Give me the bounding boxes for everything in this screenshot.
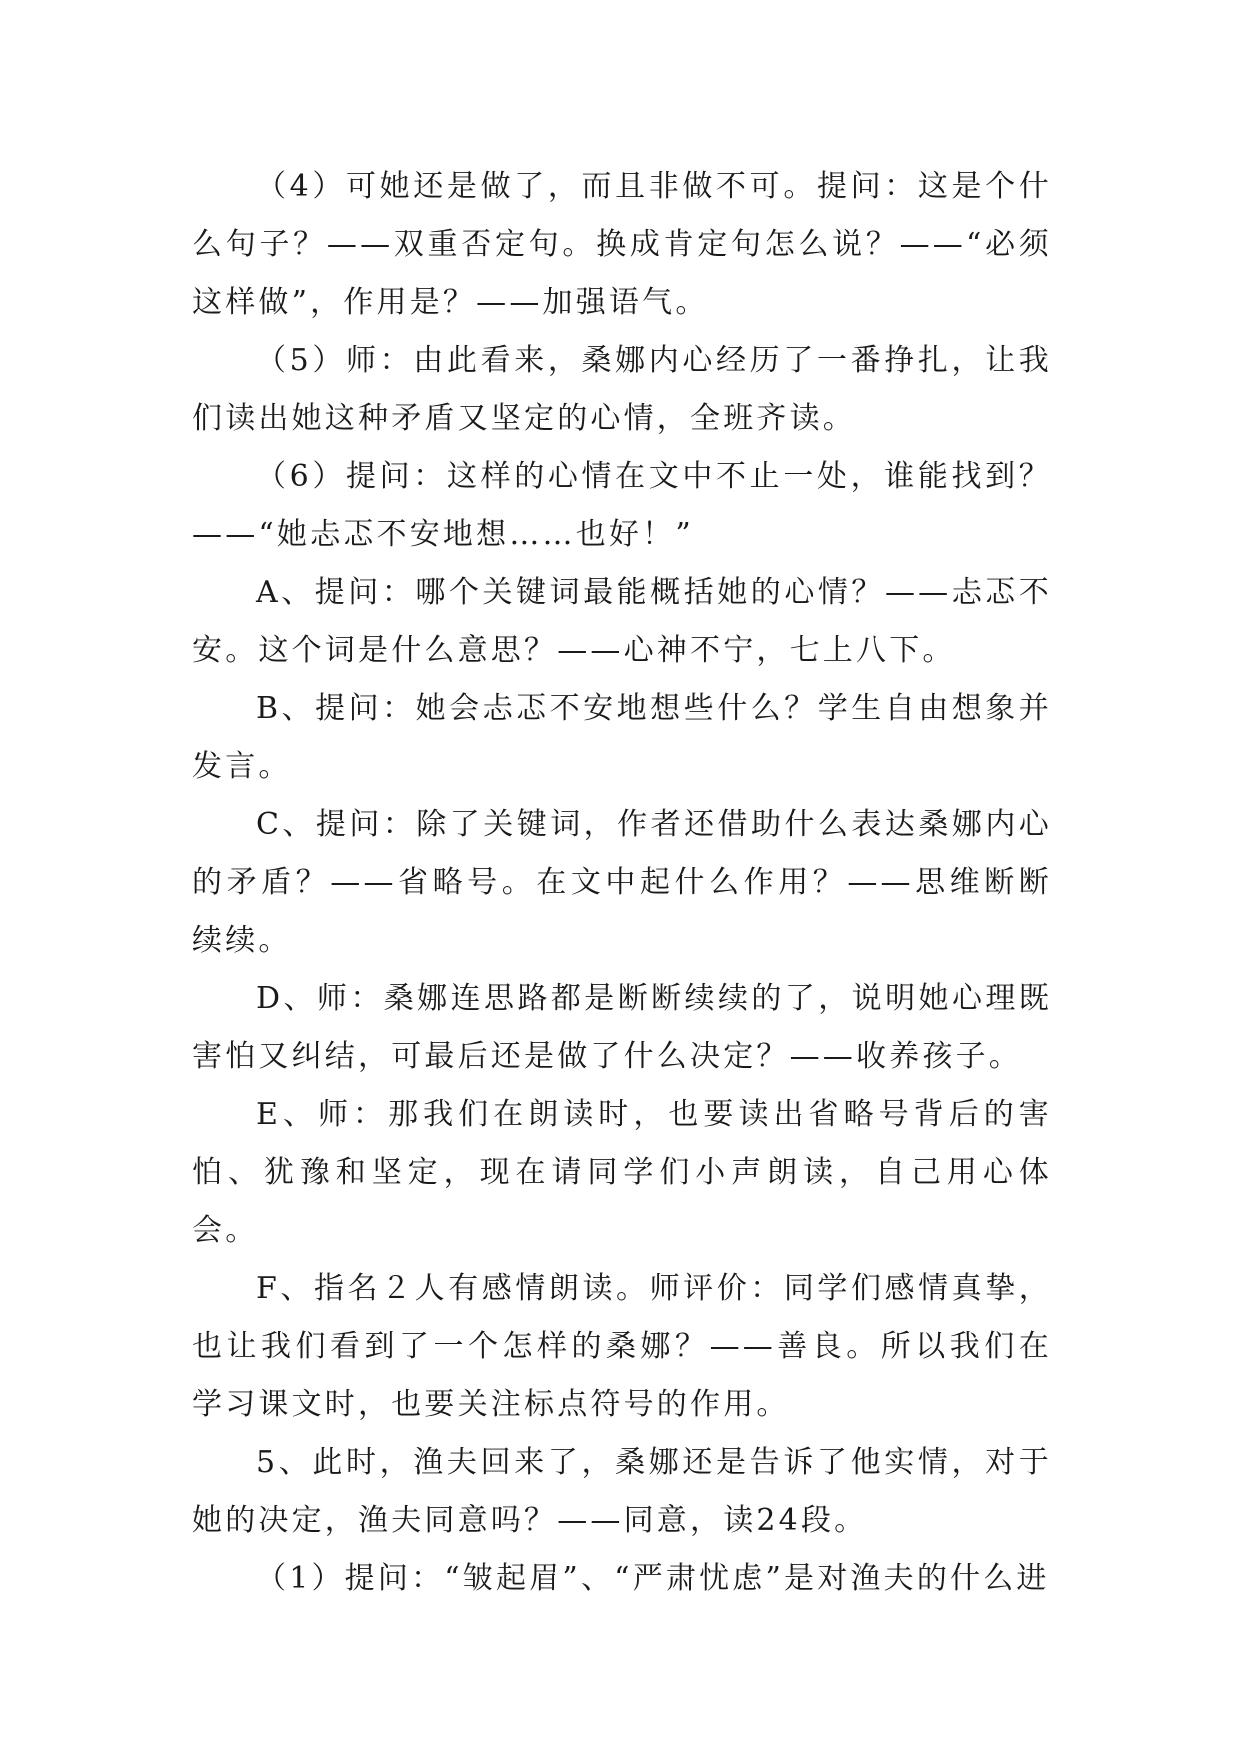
paragraph: D、师：桑娜连思路都是断断续续的了，说明她心理既害怕又纠结，可最后还是做了什么决定？——收养孩子。 [192, 981, 1052, 1074]
paragraph: （1）提问：“皱起眉”、“严肃忧虑”是对渔夫的什么进 [256, 1561, 1050, 1596]
paragraph: 5、此时，渔夫回来了，桑娜还是告诉了他实情，对于她的决定，渔夫同意吗？——同意，读24段。 [192, 1445, 1052, 1538]
document-body [192, 158, 1052, 1608]
paragraph: （4）可她还是做了，而且非做不可。提问：这是个什么句子？——双重否定句。换成肯定句怎么说？——“必须这样做”，作用是？——加强语气。 [192, 169, 1052, 320]
paragraph: （6）提问：这样的心情在文中不止一处，谁能找到？——“她忐忑不安地想……也好！” [192, 459, 1052, 552]
paragraph: C、提问：除了关键词，作者还借助什么表达桑娜内心的矛盾？——省略号。在文中起什么作用？——思维断断续续。 [192, 807, 1052, 958]
paragraph: B、提问：她会忐忑不安地想些什么？学生自由想象并发言。 [192, 691, 1052, 784]
paragraph: A、提问：哪个关键词最能概括她的心情？——忐忑不安。这个词是什么意思？——心神不宁，七上八下。 [192, 575, 1052, 668]
paragraph: F、指名２人有感情朗读。师评价：同学们感情真挚，也让我们看到了一个怎样的桑娜？——善良。所以我们在学习课文时，也要关注标点符号的作用。 [192, 1271, 1052, 1422]
paragraph: E、师：那我们在朗读时，也要读出省略号背后的害怕、犹豫和坚定，现在请同学们小声朗读，自己用心体会。 [192, 1097, 1052, 1248]
paragraph: （5）师：由此看来，桑娜内心经历了一番挣扎，让我们读出她这种矛盾又坚定的心情，全班齐读。 [192, 343, 1052, 436]
